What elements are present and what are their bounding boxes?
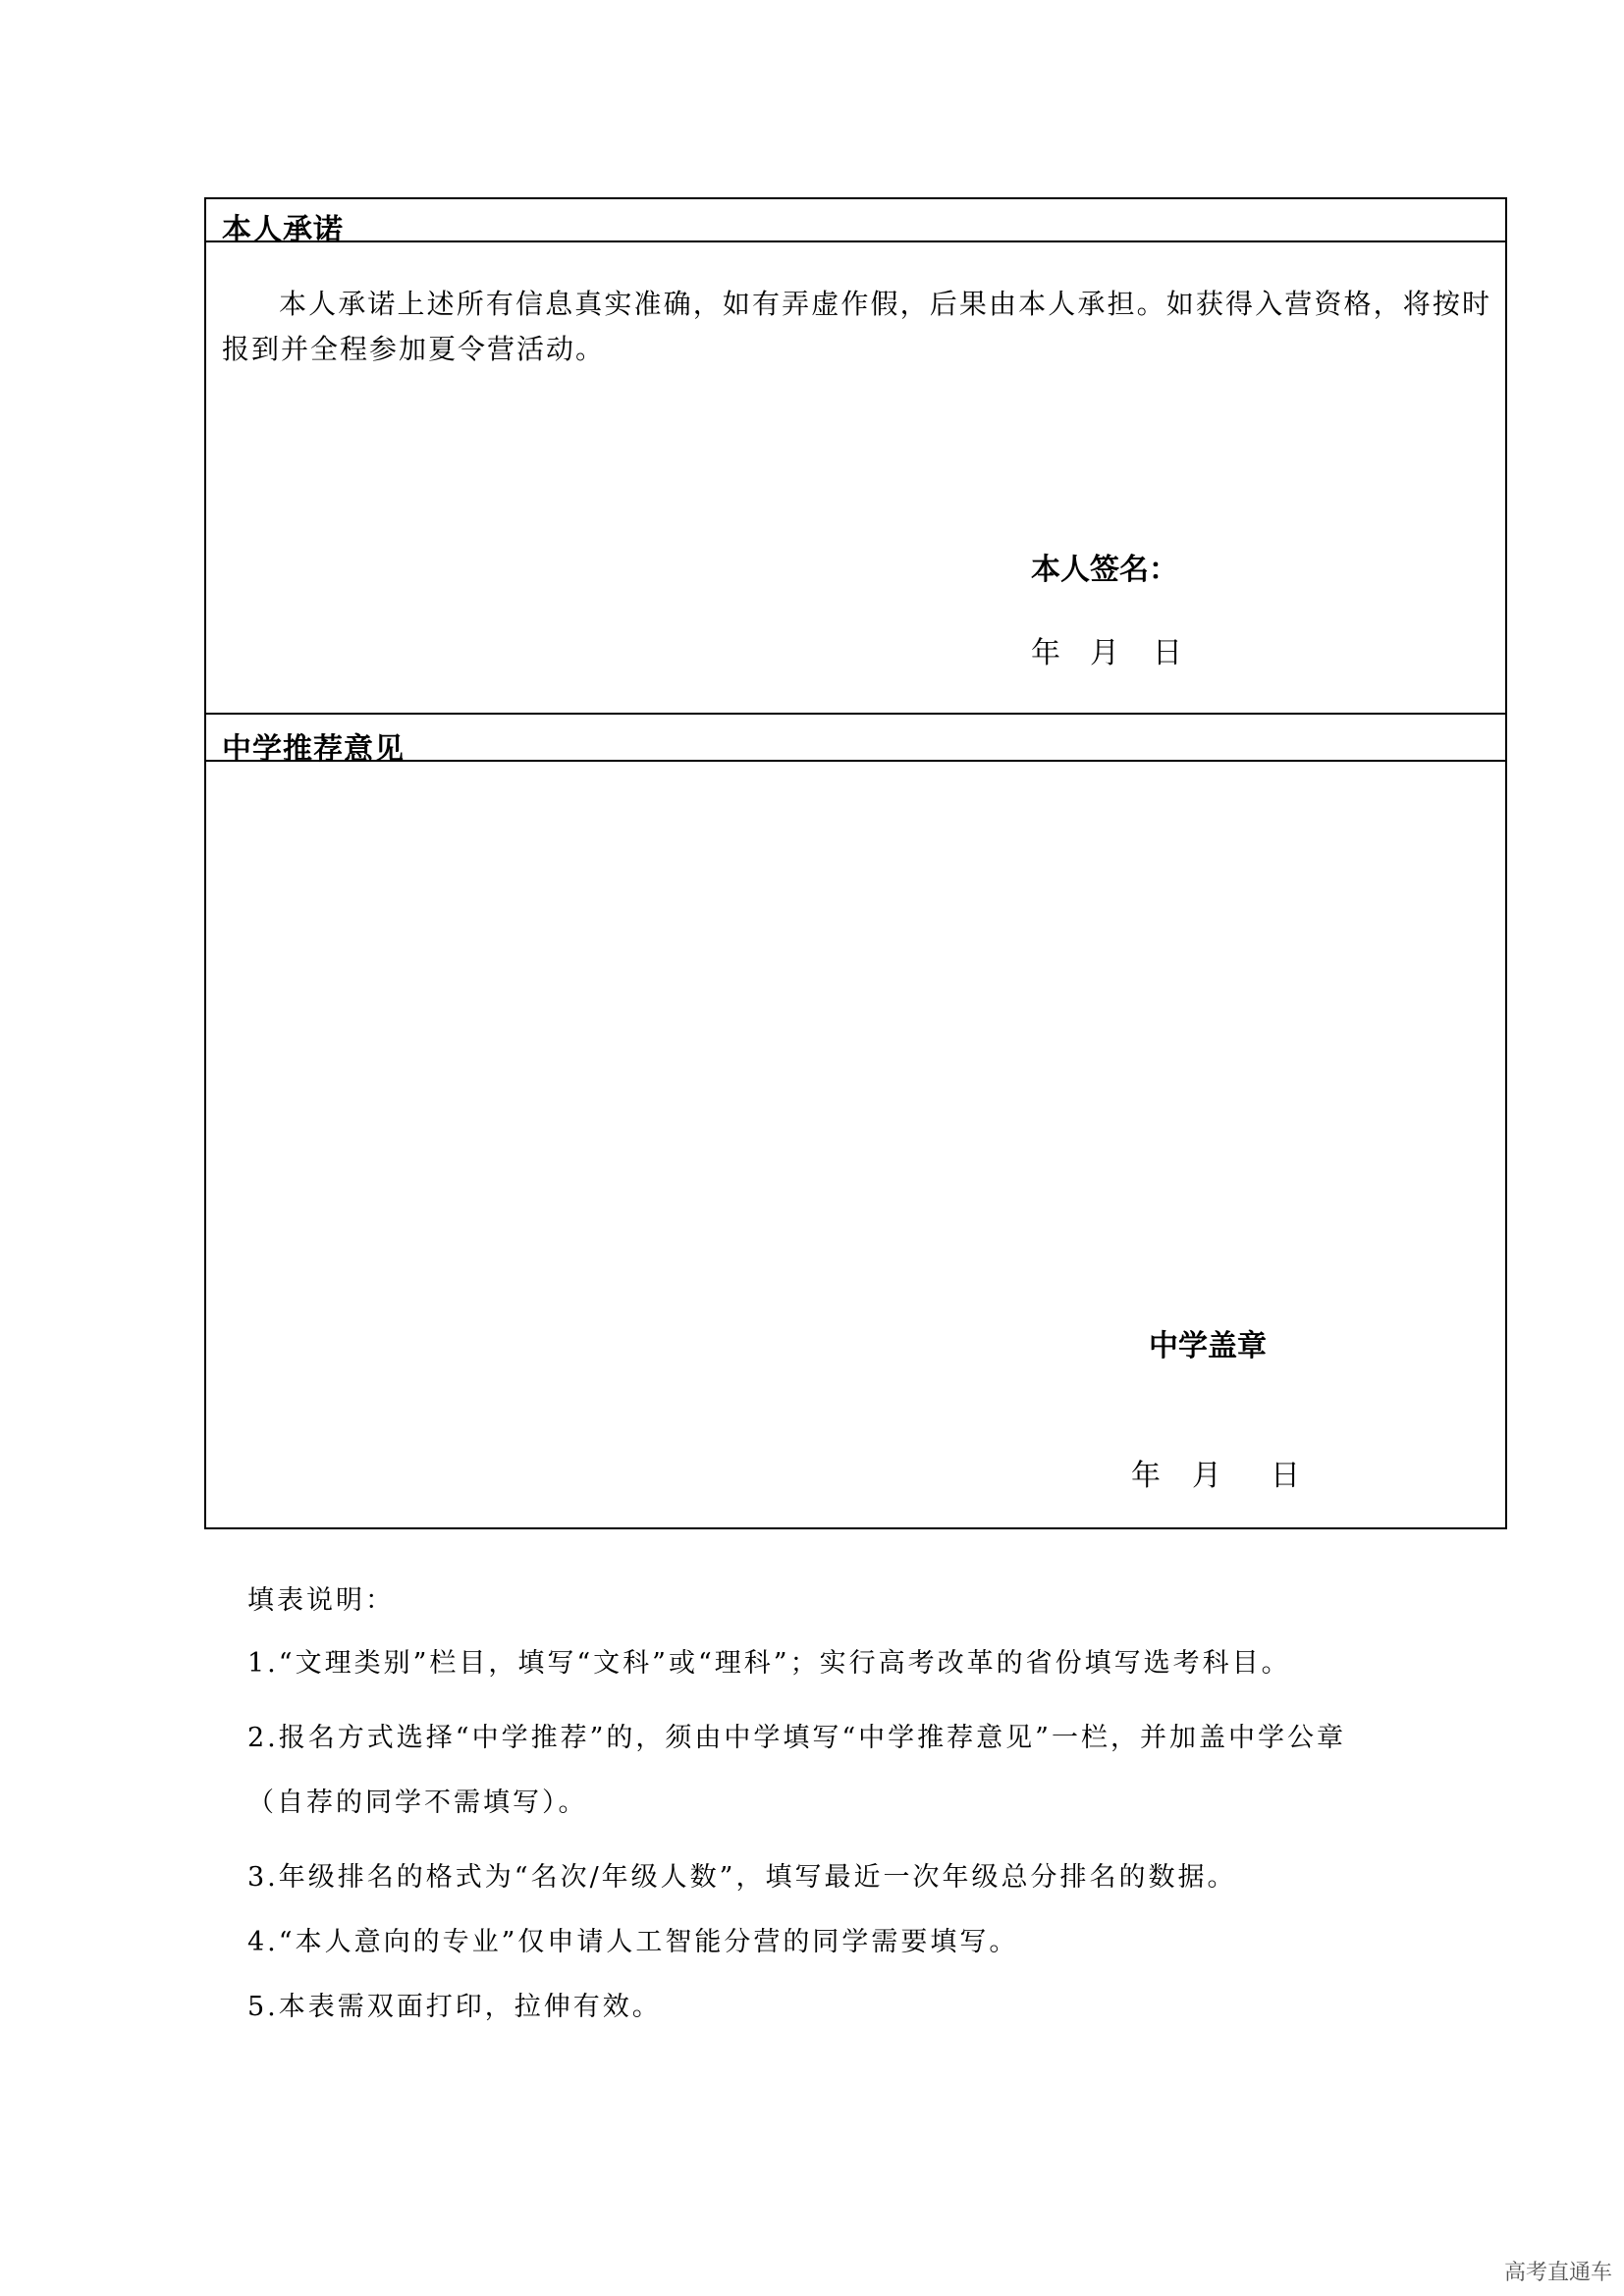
instructions-title: 填表说明： <box>247 1585 395 1616</box>
filling-instructions <box>247 1578 1406 2050</box>
pledge-date-month: 月 <box>1090 636 1119 670</box>
instruction-item: 4.“本人意向的专业”仅申请人工智能分营的同学需要填写。 <box>247 1927 1019 1957</box>
instruction-item: 3.年级排名的格式为“名次/年级人数”，填写最近一次年级总分排名的数据。 <box>247 1862 1237 1893</box>
school-stamp-label: 中学盖章 <box>1149 1329 1267 1363</box>
pledge-text: 本人承诺上述所有信息真实准确，如有弄虚作假，后果由本人承担。如获得入营资格，将按时报到并全程参加夏令营活动。 <box>222 288 1491 365</box>
pledge-date-day: 日 <box>1153 636 1182 670</box>
instruction-item: 5.本表需双面打印，拉伸有效。 <box>247 1992 662 2022</box>
pledge-date-year: 年 <box>1031 636 1060 670</box>
watermark-label: 高考直通车 <box>1503 2261 1612 2285</box>
recommendation-date-year: 年 <box>1131 1459 1161 1493</box>
signature-label: 本人签名： <box>1031 553 1178 587</box>
recommendation-header <box>206 713 1505 767</box>
application-form-table <box>204 197 1507 1529</box>
recommendation-header-label: 中学推荐意见 <box>222 732 405 767</box>
recommendation-date-month: 月 <box>1192 1459 1221 1493</box>
pledge-header-label: 本人承诺 <box>222 213 344 247</box>
instruction-item: 1.“文理类别”栏目，填写“文科”或“理科”；实行高考改革的省份填写选考科目。 <box>247 1648 1291 1679</box>
instruction-item: 2.报名方式选择“中学推荐”的，须由中学填写“中学推荐意见”一栏，并加盖中学公章（自荐的同学不需填写）。 <box>247 1723 1346 1818</box>
recommendation-date-day: 日 <box>1271 1459 1300 1493</box>
pledge-header <box>206 199 1505 247</box>
